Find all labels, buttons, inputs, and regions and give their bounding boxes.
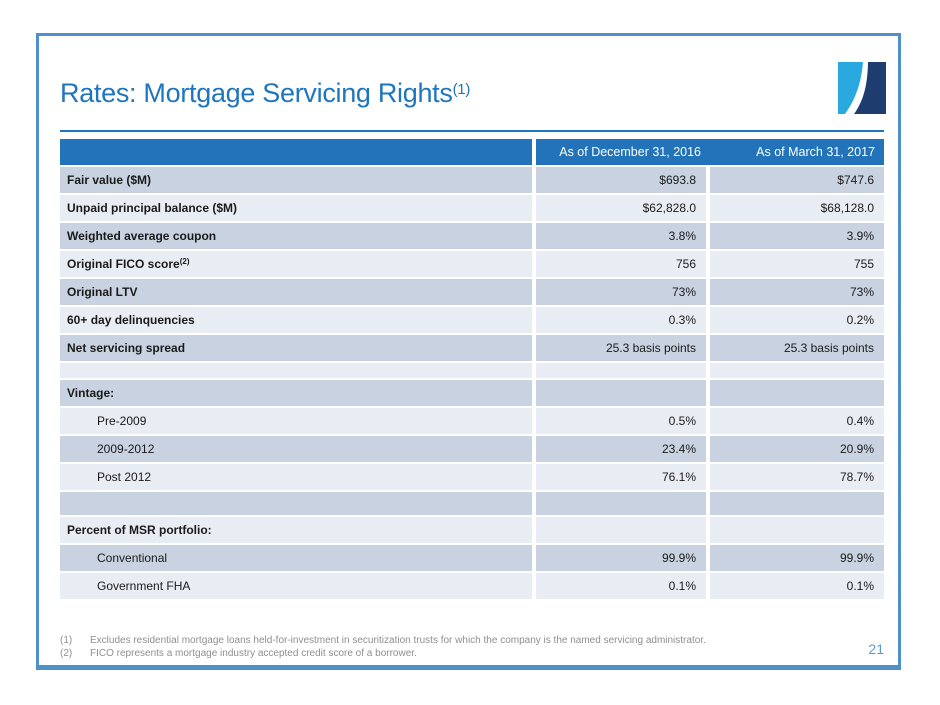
page-title — [60, 78, 470, 109]
page-number: 21 — [868, 641, 884, 657]
table-row-original-ltv: Original LTV 73% 73% — [60, 279, 884, 307]
table-row-original-fico: Original FICO score$^{(2)}$ 756 755 — [60, 251, 884, 279]
header-cell-dec-31-2016: As of December 31, 2016 — [536, 139, 710, 167]
footnotes — [60, 634, 820, 660]
company-logo-icon — [838, 62, 886, 114]
table-row-spacer — [60, 492, 884, 517]
table-row-2009-2012: 2009-2012 23.4% 20.9% — [60, 436, 884, 464]
footnote-1-marker: (1) — [60, 635, 73, 646]
header-cell-empty — [60, 139, 536, 167]
company-logo — [838, 62, 886, 114]
table-row-spacer — [60, 363, 884, 380]
table-row-government-fha: Government FHA 0.1% 0.1% — [60, 573, 884, 601]
table-row-net-servicing-spread: Net servicing spread 25.3 basis points 25.3 basis points — [60, 335, 884, 363]
table-row-conventional: Conventional 99.9% 99.9% — [60, 545, 884, 573]
title-divider — [60, 130, 884, 132]
header-cell-mar-31-2017: As of March 31, 2017 — [710, 139, 884, 167]
table-row-unpaid-principal: Unpaid principal balance ($M) $62,828.0 $68,128.0 — [60, 195, 884, 223]
table-row-fair-value: Fair value ($M) $693.8 $747.6 — [60, 167, 884, 195]
slide-frame — [36, 33, 901, 670]
footnote-2 — [60, 647, 820, 660]
table-row-pre-2009: Pre-2009 0.5% 0.4% — [60, 408, 884, 436]
table-row-weighted-avg-coupon: Weighted average coupon 3.8% 3.9% — [60, 223, 884, 251]
page-title-footnote-ref: (1) — [452, 81, 471, 98]
table-header-row — [60, 139, 884, 167]
fico-footnote-ref: (2) — [179, 257, 190, 266]
table-row-delinquencies: 60+ day delinquencies 0.3% 0.2% — [60, 307, 884, 335]
footnote-2-marker: (2) — [60, 648, 73, 659]
footnote-2-text: FICO represents a mortgage industry accepted credit score of a borrower. — [90, 648, 417, 659]
table-row-post-2012: Post 2012 76.1% 78.7% — [60, 464, 884, 492]
msr-table — [60, 139, 884, 601]
table-row-msr-portfolio-header: Percent of MSR portfolio: — [60, 517, 884, 545]
page-title-text: Rates: Mortgage Servicing Rights — [60, 78, 453, 108]
fico-label: Original FICO score — [67, 257, 180, 271]
footnote-1-text: Excludes residential mortgage loans held-for-investment in securitization trusts for which the company is the named servicing administrator. — [90, 635, 706, 646]
footnote-1 — [60, 634, 820, 647]
table-row-vintage-header: Vintage: — [60, 380, 884, 408]
